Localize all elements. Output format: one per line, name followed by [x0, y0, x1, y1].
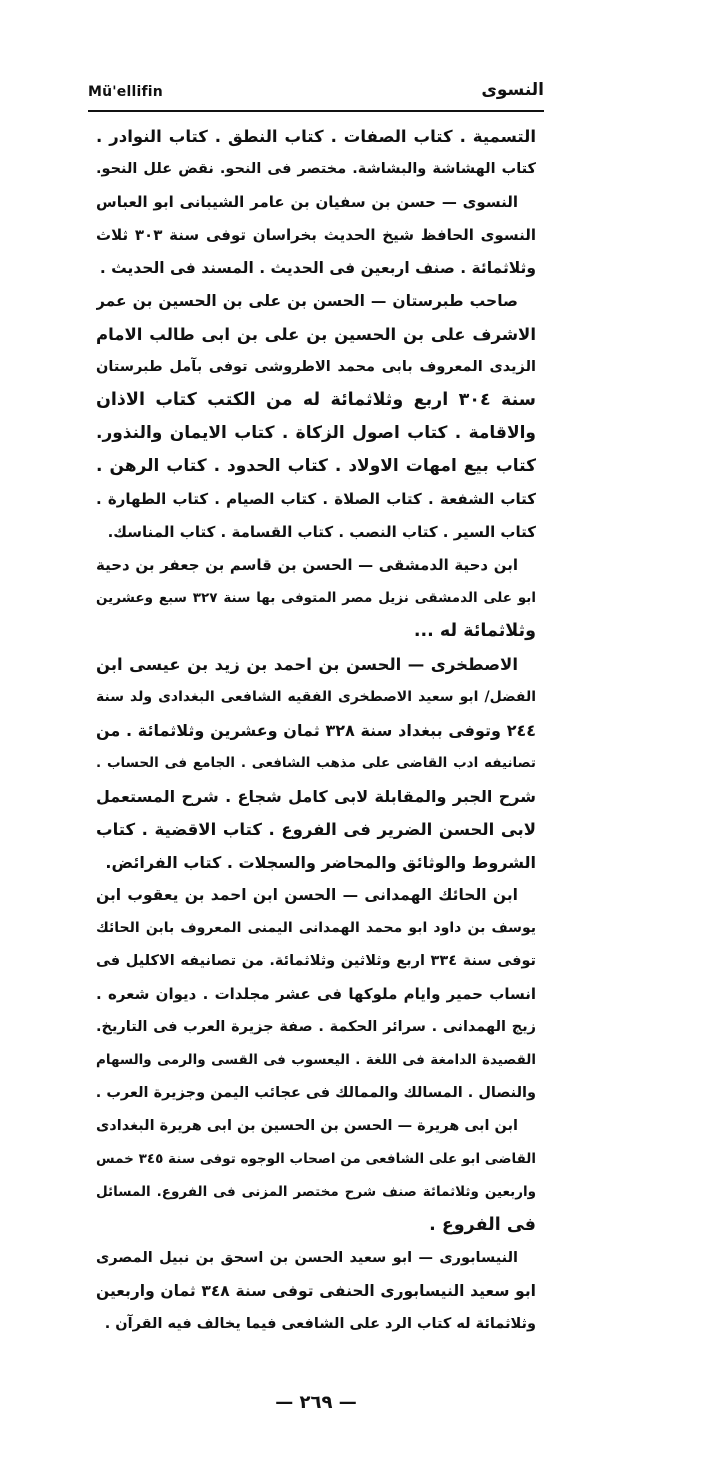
- page-number: — ٢٦٩ —: [275, 1392, 357, 1413]
- text-line: سنة ٣٠٤ اربع وثلاثمائة له من الكتب كتاب الاذان: [96, 390, 536, 410]
- text-line: فى الفروع .: [429, 1215, 536, 1235]
- text-line: وثلاثمائة له ...: [413, 621, 536, 641]
- text-line: ابن دحية الدمشقى — الحسن بن قاسم بن جعفر بن دحية: [96, 556, 518, 574]
- header-rule: [88, 110, 544, 112]
- text-line: لابى الحسن الضرير فى الفروع . كتاب الاقضية . كتاب: [96, 820, 536, 839]
- text-line: الفضل/ ابو سعيد الاصطخرى الفقيه الشافعى البغدادى ولد سنة: [96, 689, 536, 705]
- text-line: النيسابورى — ابو سعيد الحسن بن اسحق بن نبيل المصرى: [96, 1250, 518, 1266]
- text-line: ابن ابى هريرة — الحسن بن الحسين بن ابى هريرة البغدادى: [96, 1118, 518, 1134]
- text-line: ابو سعيد النيسابورى الحنفى توفى سنة ٣٤٨ ثمان واربعين: [96, 1282, 536, 1300]
- text-line: الزيدى المعروف بابى محمد الاطروشى توفى بآمل طبرستان: [96, 359, 536, 375]
- header-entry-name: النسوى: [481, 80, 544, 100]
- text-line: واربعين وثلاثمائة صنف شرح مختصر المزنى فى الفروع. المسائل: [96, 1184, 536, 1200]
- text-line: النسوى — حسن بن سفيان بن عامر الشيبانى ابو العباس: [96, 193, 518, 211]
- text-line: شرح الجبر والمقابلة لابى كامل شجاع . شرح المستعمل: [96, 787, 536, 806]
- text-line: كتاب الشفعة . كتاب الصلاة . كتاب الصيام . كتاب الطهارة .: [96, 490, 536, 508]
- text-line: ابو على الدمشقى نزيل مصر المتوفى بها سنة ٣٢٧ سبع وعشرين: [96, 590, 536, 606]
- text-line: صاحب طبرستان — الحسن بن على بن الحسين بن عمر: [96, 292, 518, 310]
- running-header: [88, 80, 544, 108]
- text-line: ابن الحائك الهمدانى — الحسن ابن احمد بن يعقوب ابن: [96, 886, 518, 904]
- text-line: انساب حمير وايام ملوكها فى عشر مجلدات . ديوان شعره .: [96, 985, 536, 1003]
- header-book-title: Mü'ellifin: [88, 84, 163, 100]
- page-body: [96, 120, 536, 1341]
- text-line: كتاب الهشاشة والبشاشة. مختصر فى النحو. نقض علل النحو.: [96, 161, 536, 177]
- text-line: القصيدة الدامغة فى اللغة . اليعسوب فى القسى والرمى والسهام: [96, 1052, 536, 1068]
- text-line: وثلاثمائة له كتاب الرد على الشافعى فيما يخالف فيه القرآن .: [104, 1316, 536, 1332]
- text-line: والاقامة . كتاب اصول الزكاة . كتاب الايمان والنذور.: [96, 423, 536, 443]
- text-line: والنصال . المسالك والممالك فى عجائب اليمن وجزيرة العرب .: [96, 1085, 536, 1101]
- text-line: توفى سنة ٣٣٤ اربع وثلاثين وثلاثمائة. من تصانيفه الاكليل فى: [96, 953, 536, 969]
- text-line: كتاب بيع امهات الاولاد . كتاب الحدود . كتاب الرهن .: [96, 456, 536, 476]
- text-line: النسوى الحافظ شيخ الحديث بخراسان توفى سنة ٣٠٣ ثلاث: [96, 226, 536, 244]
- text-line: القاضى ابو على الشافعى من اصحاب الوجوه توفى سنة ٣٤٥ خمس: [96, 1151, 536, 1167]
- text-line: كتاب السير . كتاب النصب . كتاب القسامة . كتاب المناسك.: [107, 523, 536, 541]
- text-line: يوسف بن داود ابو محمد الهمدانى اليمنى المعروف بابن الحائك: [96, 920, 536, 936]
- text-line: تصانيفه ادب القاضى على مذهب الشافعى . الجامع فى الحساب .: [96, 755, 536, 771]
- text-line: الشروط والوثائق والمحاضر والسجلات . كتاب الفرائض.: [105, 853, 536, 872]
- text-line: زيج الهمدانى . سرائر الحكمة . صفة جزيرة العرب فى التاريخ.: [96, 1019, 536, 1035]
- text-line: التسمية . كتاب الصفات . كتاب النطق . كتاب النوادر .: [96, 127, 536, 146]
- text-line: وثلاثمائة . صنف اربعين فى الحديث . المسند فى الحديث .: [99, 259, 536, 277]
- text-line: ٢٤٤ وتوفى ببغداد سنة ٣٢٨ ثمان وعشرين وثلاثمائة . من: [96, 721, 536, 740]
- text-line: الاصطخرى — الحسن بن احمد بن زيد بن عيسى ابن: [96, 655, 518, 674]
- text-line: الاشرف على بن الحسين بن على بن ابى طالب الامام: [96, 325, 536, 344]
